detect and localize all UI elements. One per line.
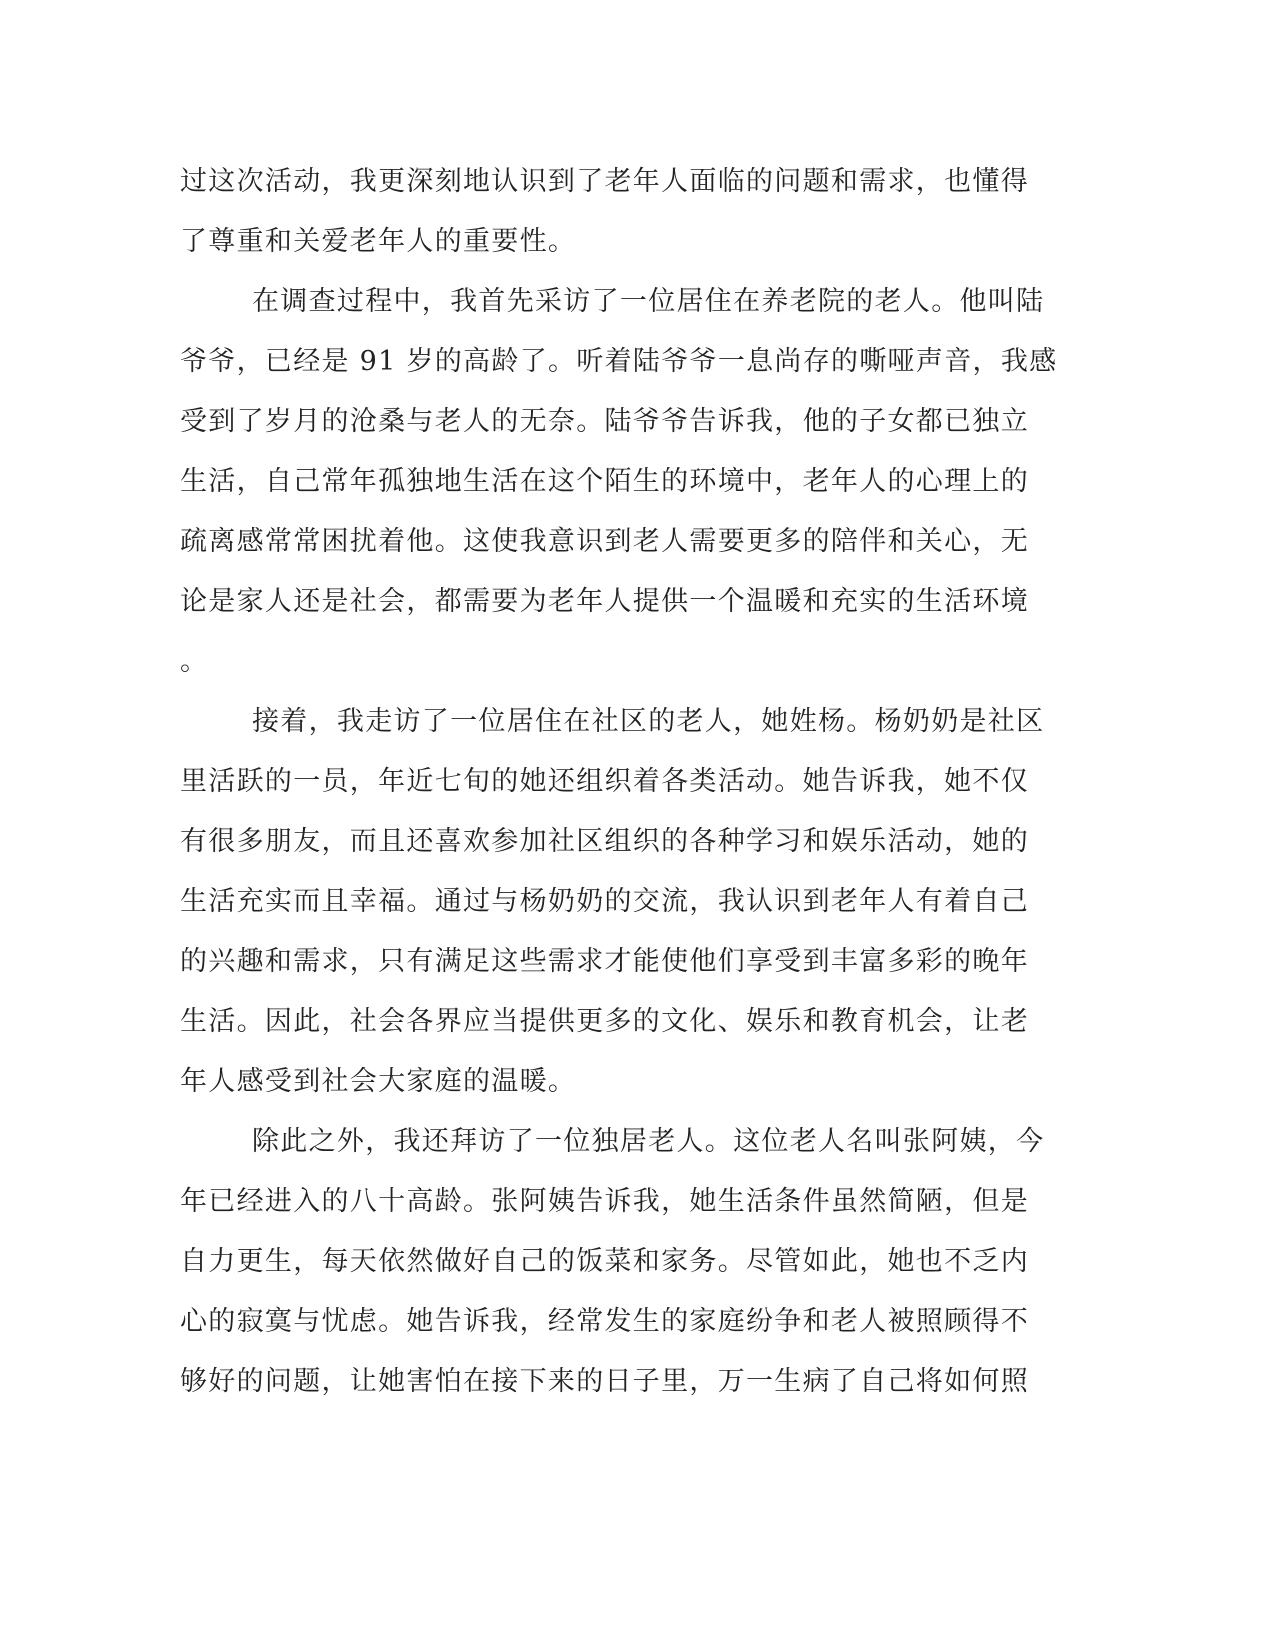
text-line: 受到了岁月的沧桑与老人的无奈。陆爷爷告诉我，他的子女都已独立 (180, 406, 1029, 437)
text-line: 疏离感常常困扰着他。这使我意识到老人需要更多的陪伴和关心，无 (180, 526, 1029, 557)
text-line: 了尊重和关爱老年人的重要性。 (180, 226, 577, 257)
paragraph-start-line: 在调查过程中，我首先采访了一位居住在养老院的老人。他叫陆 (252, 286, 1045, 317)
text-line: 年已经进入的八十高龄。张阿姨告诉我，她生活条件虽然简陋，但是 (180, 1186, 1029, 1217)
text-line: 过这次活动，我更深刻地认识到了老年人面临的问题和需求，也懂得 (180, 166, 1029, 197)
text-line: 心的寂寞与忧虑。她告诉我，经常发生的家庭纷争和老人被照顾得不 (180, 1306, 1029, 1337)
text-line: 的兴趣和需求，只有满足这些需求才能使他们享受到丰富多彩的晚年 (180, 946, 1029, 977)
text-line: 够好的问题，让她害怕在接下来的日子里，万一生病了自己将如何照 (180, 1366, 1029, 1397)
text-line: 。 (180, 646, 209, 677)
paragraph-start-line: 除此之外，我还拜访了一位独居老人。这位老人名叫张阿姨，今 (252, 1126, 1045, 1157)
text-line: 有很多朋友，而且还喜欢参加社区组织的各种学习和娱乐活动，她的 (180, 826, 1029, 857)
text-line: 里活跃的一员，年近七旬的她还组织着各类活动。她告诉我，她不仅 (180, 766, 1029, 797)
text-line: 生活充实而且幸福。通过与杨奶奶的交流，我认识到老年人有着自己 (180, 886, 1029, 917)
paragraph-start-line: 接着，我走访了一位居住在社区的老人，她姓杨。杨奶奶是社区 (252, 706, 1045, 737)
text-line: 论是家人还是社会，都需要为老年人提供一个温暖和充实的生活环境 (180, 586, 1029, 617)
text-line: 年人感受到社会大家庭的温暖。 (180, 1066, 577, 1097)
text-line: 自力更生，每天依然做好自己的饭菜和家务。尽管如此，她也不乏内 (180, 1246, 1029, 1277)
body-text (180, 152, 1058, 1412)
text-line: 生活，自己常年孤独地生活在这个陌生的环境中，老年人的心理上的 (180, 466, 1029, 497)
text-line: 爷爷，已经是 91 岁的高龄了。听着陆爷爷一息尚存的嘶哑声音，我感 (180, 346, 1058, 377)
text-line: 生活。因此，社会各界应当提供更多的文化、娱乐和教育机会，让老 (180, 1006, 1029, 1037)
